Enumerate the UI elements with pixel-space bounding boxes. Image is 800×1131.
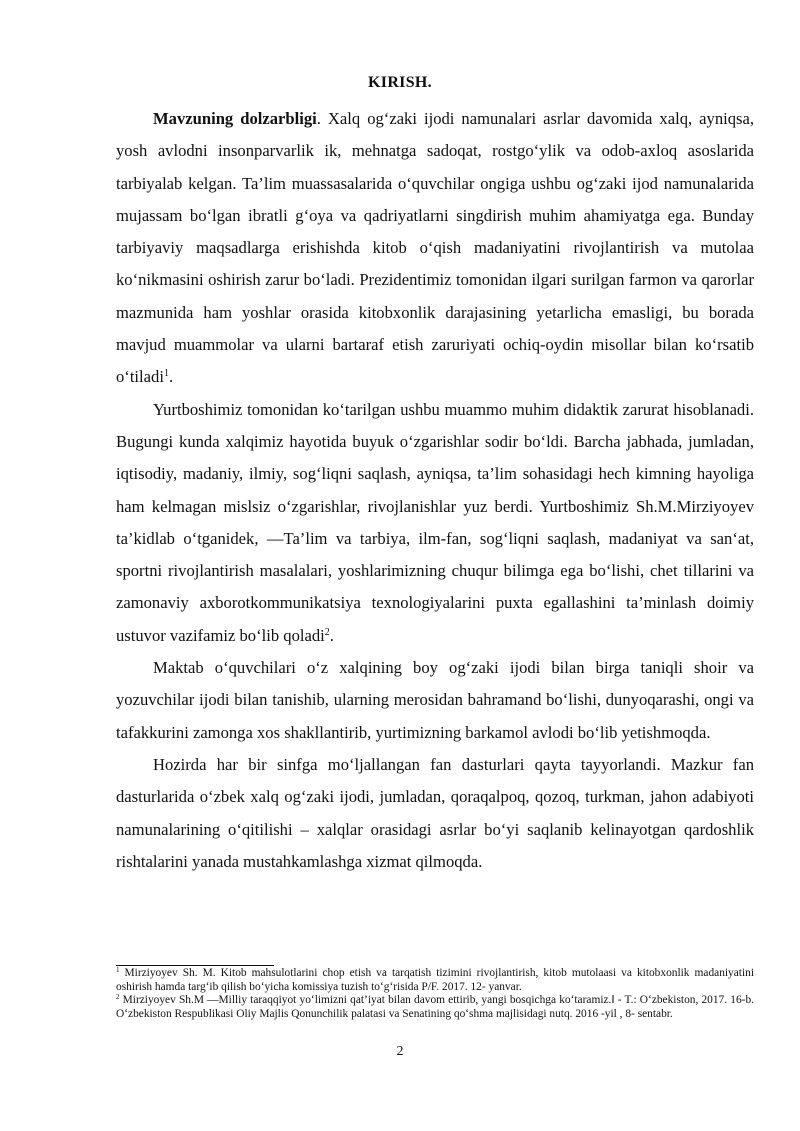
- footnote-ref-2[interactable]: 2: [324, 626, 330, 638]
- paragraph-tail: .: [329, 625, 334, 645]
- paragraph-tail: .: [168, 367, 174, 387]
- footnote-mark: 2: [116, 993, 120, 1002]
- section-heading: KIRISH.: [368, 74, 432, 91]
- body-text: [116, 103, 754, 878]
- footnote-separator: [116, 965, 274, 966]
- paragraph-curricula: [116, 749, 754, 878]
- paragraph-students: [116, 652, 754, 749]
- footnotes: [116, 967, 754, 1021]
- footnote-1: [116, 967, 754, 994]
- footnote-text: Mirziyoyev Sh. M. Kitob mahsulotlarini chop etish va tarqatish tizimini rivojlantirish, kitob mutolaasi va kitobxonlik madaniyatini oshirish hamda targ‘ib qilish bo‘yicha komissiya tuzish to‘g‘risida P/F. 2017. 12- yanvar.: [116, 967, 754, 993]
- footnote-text: Mirziyoyev Sh.M ―Milliy taraqqiyot yo‘limizni qat’iyat bilan davom ettirib, yangi bosqichga ko‘taramiz.‖ - T.: O‘zbekiston, 2017. 16-b. O‘zbekiston Respublikasi Oliy Majlis Qonunchilik palatasi va Senatining qo‘shma majlisidagi nutq. 2016 -yil , 8- sentabr.: [116, 994, 754, 1020]
- paragraph-lead: Mavzuning dolzarbligi: [153, 109, 317, 128]
- paragraph-text: . Xalq og‘zaki ijodi namunalari asrlar davomida xalq, ayniqsa, yosh avlodni insonparvarlik ik, mehnatga sadoqat, rostgo‘ylik va odob-axloq asoslarida tarbiyalab kelgan. Ta’lim muassasalarida o‘quvchilar ongiga ushbu og‘zaki ijod namunalarida mujassam bo‘lgan ibratli g‘oya va qadriyatlarni singdirish muhim ahamiyatga ega. Bunday tarbiyaviy maqsadlarga erishishda kitob o‘qish madaniyatini rivojlantirish va mutolaa ko‘nikmasini oshirish zarur bo‘ladi. Prezidentimiz tomonidan ilgari surilgan farmon va qarorlar mazmunida ham yoshlar orasida kitobxonlik darajasining yetarlicha emasligi, bu borada mavjud muammolar va ularni bartaraf etish zaruriyati ochiq-oydin misollar bilan ko‘rsatib o‘tiladi: [116, 109, 754, 387]
- paragraph-text: Maktab o‘quvchilari o‘z xalqining boy og‘zaki ijodi bilan birga taniqli shoir va yozuvchilar ijodi bilan tanishib, ularning merosidan bahramand bo‘lishi, dunyoqarashi, ongi va tafakkurini zamonga xos shakllantirib, yurtimizning barkamol avlodi bo‘lib yetishmoqda.: [116, 658, 754, 742]
- footnote-ref-1[interactable]: 1: [163, 368, 169, 380]
- paragraph-relevance: [116, 103, 754, 394]
- paragraph-text: Yurtboshimiz tomonidan ko‘tarilgan ushbu muammo muhim didaktik zarurat hisoblanadi. Bugungi kunda xalqimiz hayotida buyuk o‘zgarishlar sodir bo‘ldi. Barcha jabhada, jumladan, iqtisodiy, madaniy, ilmiy, sog‘liqni saqlash, ayniqsa, ta’lim sohasidagi hech kimning hayoliga ham kelmagan mislsiz o‘zgarishlar, rivojlanishlar yuz berdi. Yurtboshimiz Sh.M.Mirziyoyev ta’kidlab o‘tganidek, ―Ta’lim va tarbiya, ilm-fan, sog‘liqni saqlash, madaniyat va san‘at, sportni rivojlantirish masalalari, yoshlarimizning chuqur bilimga ega bo‘lishi, chet tillarini va zamonaviy axborotkommunikatsiya texnologiyalarini puxta egallashini ta’minlash doimiy ustuvor vazifamiz bo‘lib qoladi: [116, 399, 754, 645]
- footnote-mark: 1: [116, 966, 120, 974]
- paragraph-text: Hozirda har bir sinfga mo‘ljallangan fan dasturlari qayta tayyorlandi. Mazkur fan dasturlarida o‘zbek xalq og‘zaki ijodi, jumladan, qoraqalpoq, qozoq, turkman, jahon adabiyoti namunalarining o‘qitilishi – xalqlar orasidagi asrlar bo‘yi saqlanib kelinayotgan qardoshlik rishtalarini yanada mustahkamlashga xizmat qilmoqda.: [116, 754, 754, 871]
- footnote-2: [116, 994, 754, 1021]
- page-number: 2: [396, 1044, 404, 1059]
- paragraph-problem: [116, 394, 754, 652]
